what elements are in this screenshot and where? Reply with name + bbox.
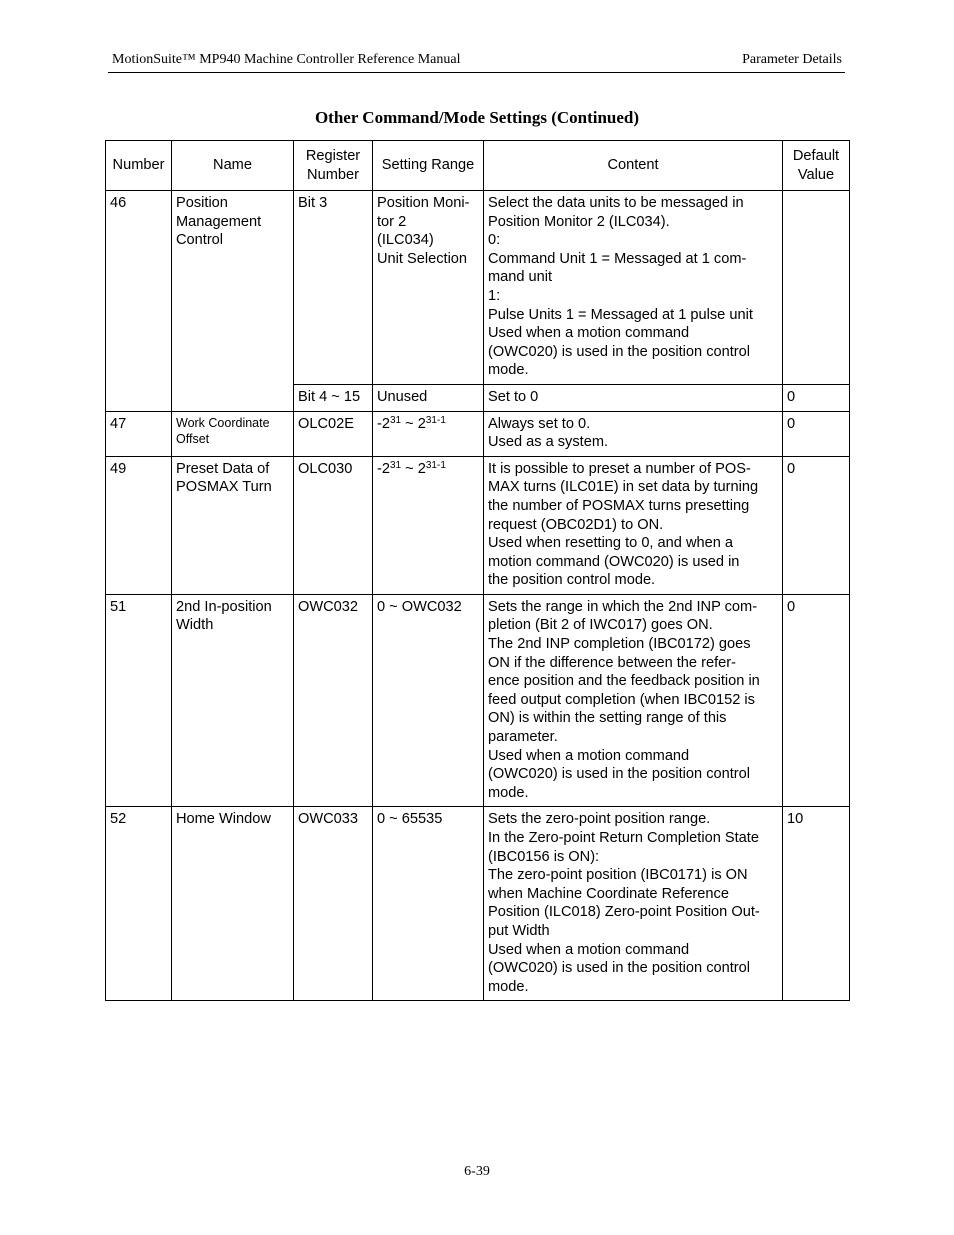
running-header-title: MotionSuite™ MP940 Machine Controller Reference Manual — [112, 52, 461, 67]
content-line: Used when a motion command — [488, 941, 690, 958]
range-line: Position Moni- — [377, 195, 470, 211]
cell-name — [172, 456, 294, 594]
col-header-register-line1: Register — [305, 147, 361, 164]
content-line: Command Unit 1 = Messaged at 1 com- — [488, 250, 747, 267]
parameter-table — [105, 140, 850, 1001]
cell-default: 0 — [783, 411, 850, 456]
header-rule — [108, 72, 845, 73]
name-line: 2nd In-position — [176, 598, 272, 615]
content-line: Sets the zero-point position range. — [488, 811, 711, 828]
content-line: the position control mode. — [488, 572, 656, 589]
range-separator: ~ 2 — [401, 415, 426, 432]
cell-name — [172, 594, 294, 807]
cell-register: Bit 3 — [294, 191, 373, 385]
table-row — [106, 456, 850, 594]
cell-range — [373, 411, 484, 456]
col-header-range: Setting Range — [373, 141, 484, 191]
content-line: put Width — [488, 922, 550, 939]
content-line: Used when a motion command — [488, 747, 690, 764]
cell-register: OLC030 — [294, 456, 373, 594]
range-exponent: 31-1 — [425, 459, 446, 471]
content-line: Position Monitor 2 (ILC034). — [488, 213, 670, 230]
range-separator: ~ 2 — [401, 460, 426, 477]
content-line: Used when resetting to 0, and when a — [488, 535, 734, 552]
content-line: motion command (OWC020) is used in — [488, 553, 740, 570]
col-header-name: Name — [172, 141, 294, 191]
cell-number: 52 — [106, 807, 172, 1001]
cell-content — [484, 191, 783, 385]
content-line: 0: — [488, 232, 501, 249]
col-header-default — [783, 141, 850, 191]
content-line: when Machine Coordinate Reference — [488, 885, 729, 902]
content-line: In the Zero-point Return Completion State — [488, 830, 759, 846]
cell-range — [373, 456, 484, 594]
cell-number: 49 — [106, 456, 172, 594]
content-line: (OWC020) is used in the position control — [488, 766, 750, 783]
cell-name — [172, 807, 294, 1001]
cell-number: 51 — [106, 594, 172, 807]
name-line: Home Window — [176, 811, 271, 828]
range-exponent: 31 — [389, 459, 402, 471]
cell-range: Unused — [373, 384, 484, 411]
cell-name — [172, 191, 294, 412]
content-line: the number of POSMAX turns presetting — [488, 497, 750, 514]
content-line: Position (ILC018) Zero-point Position Out- — [488, 904, 760, 921]
range-exponent: 31 — [389, 414, 402, 426]
cell-range — [373, 191, 484, 385]
range-base: -2 — [377, 460, 390, 477]
cell-register: OLC02E — [294, 411, 373, 456]
content-line: ON if the difference between the refer- — [488, 654, 736, 671]
content-line: Used as a system. — [488, 434, 609, 451]
name-line: Width — [176, 617, 214, 634]
cell-number: 47 — [106, 411, 172, 456]
col-header-default-line1: Default — [792, 147, 840, 164]
content-line: The zero-point position (IBC0171) is ON — [488, 867, 748, 884]
content-line: Sets the range in which the 2nd INP com- — [488, 598, 758, 615]
col-header-register-line2: Number — [307, 166, 359, 183]
content-line: parameter. — [488, 729, 558, 746]
col-header-number: Number — [106, 141, 172, 191]
cell-default: 0 — [783, 594, 850, 807]
cell-register: Bit 4 ~ 15 — [294, 384, 373, 411]
content-line: feed output completion (when IBC0152 is — [488, 691, 755, 708]
name-line: POSMAX Turn — [176, 479, 272, 496]
range-line: Unit Selection — [377, 250, 468, 267]
cell-name — [172, 411, 294, 456]
name-line: Management — [176, 213, 262, 230]
content-line: MAX turns (ILC01E) in set data by turning — [488, 479, 759, 496]
range-line: (ILC034) — [377, 232, 434, 249]
content-line: mode. — [488, 978, 529, 995]
cell-content — [484, 456, 783, 594]
table-row — [106, 594, 850, 807]
cell-content — [484, 411, 783, 456]
content-line: Always set to 0. — [488, 415, 591, 432]
page-number: 6-39 — [464, 1164, 490, 1179]
content-line: 1: — [488, 287, 501, 304]
range-base: -2 — [377, 415, 390, 432]
col-header-content: Content — [484, 141, 783, 191]
content-line: (OWC020) is used in the position control — [488, 343, 750, 360]
name-line: Offset — [176, 432, 210, 447]
name-line: Position — [176, 195, 228, 211]
col-header-register — [294, 141, 373, 191]
range-line: tor 2 — [377, 213, 407, 230]
cell-default: 0 — [783, 384, 850, 411]
header-row — [106, 141, 850, 191]
cell-content — [484, 594, 783, 807]
content-line: Select the data units to be messaged in — [488, 195, 744, 211]
cell-default: 0 — [783, 456, 850, 594]
cell-content — [484, 807, 783, 1001]
cell-range: 0 ~ 65535 — [373, 807, 484, 1001]
cell-register: OWC032 — [294, 594, 373, 807]
name-line: Preset Data of — [176, 460, 270, 477]
table-row — [106, 411, 850, 456]
content-line: mand unit — [488, 269, 553, 286]
content-line: (OWC020) is used in the position control — [488, 960, 750, 977]
cell-range: 0 ~ OWC032 — [373, 594, 484, 807]
cell-register: OWC033 — [294, 807, 373, 1001]
content-line: ON) is within the setting range of this — [488, 710, 727, 727]
cell-number: 46 — [106, 191, 172, 412]
content-line: ence position and the feedback position in — [488, 673, 760, 690]
col-header-default-line2: Value — [797, 166, 835, 183]
content-line: (IBC0156 is ON): — [488, 848, 600, 865]
name-line: Work Coordinate — [176, 415, 270, 430]
content-line: Used when a motion command — [488, 325, 690, 342]
table-row — [106, 191, 850, 385]
cell-content: Set to 0 — [484, 384, 783, 411]
content-line: It is possible to preset a number of POS- — [488, 460, 751, 477]
content-line: mode. — [488, 784, 529, 801]
content-line: The 2nd INP completion (IBC0172) goes — [488, 636, 751, 653]
name-line: Control — [176, 232, 224, 249]
table-row — [106, 807, 850, 1001]
table-caption: Other Command/Mode Settings (Continued) — [314, 108, 640, 127]
running-header-section: Parameter Details — [742, 52, 842, 67]
content-line: Pulse Units 1 = Messaged at 1 pulse unit — [488, 306, 753, 323]
cell-default — [783, 191, 850, 385]
cell-default: 10 — [783, 807, 850, 1001]
content-line: request (OBC02D1) to ON. — [488, 516, 664, 533]
content-line: mode. — [488, 362, 529, 379]
range-exponent: 31-1 — [425, 414, 446, 426]
content-line: pletion (Bit 2 of IWC017) goes ON. — [488, 617, 713, 634]
